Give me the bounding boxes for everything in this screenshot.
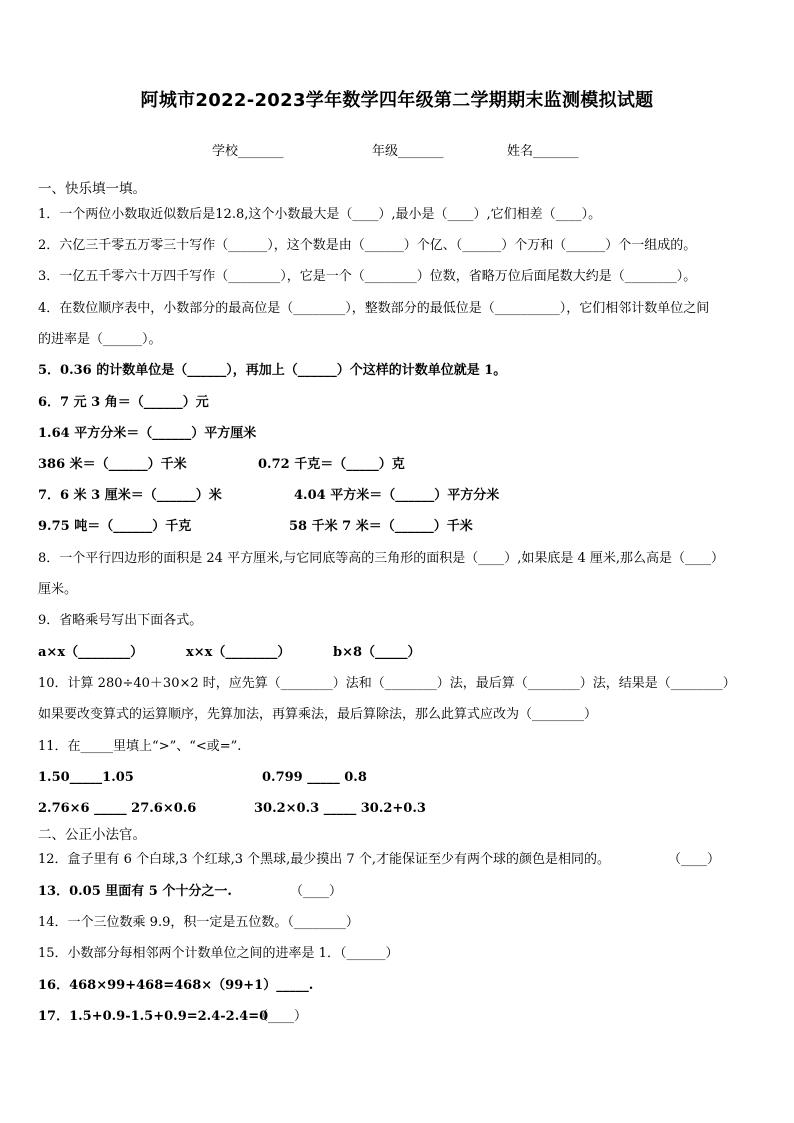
page-title: 阿城市2022-2023学年数学四年级第二学期期末监测模拟试题 [140, 90, 654, 111]
question-11: 11．在_____里填上“>”、“<或=”. [38, 739, 242, 754]
section-heading-judge: 二、公正小法官。 [38, 827, 146, 843]
question-8-line-1: 8．一个平行四边形的面积是 24 平方厘米,与它同底等高的三角形的面积是（____）,如果底是 4 厘米,那么高是（____） [38, 551, 725, 566]
question-15: 15．小数部分每相邻两个计数单位之间的进率是 1．（______） [38, 946, 399, 961]
question-11-c: 2.76×6 _____ 27.6×0.6 [38, 801, 197, 816]
question-10-line-1: 10．计算 280÷40＋30×2 时，应先算（________）法和（________）法，最后算（________）法，结果是（________） [38, 676, 736, 691]
question-4-line-1: 4．在数位顺序表中，小数部分的最高位是（________），整数部分的最低位是（__________），它们相邻计数单位之间 [38, 301, 710, 316]
question-7-d: 58 千米 7 米＝（______）千米 [289, 519, 473, 534]
question-6-a: 6．7 元 3 角＝（______）元 [38, 395, 209, 410]
question-4-line-2: 的进率是（______）。 [38, 332, 162, 347]
question-11-b: 0.799 _____ 0.8 [262, 770, 367, 785]
grade-field: 年级_______ [372, 144, 444, 159]
question-9-b: x×x（________） [186, 645, 291, 660]
question-7-a: 7．6 米 3 厘米＝（______）米 [38, 488, 222, 503]
question-12: 12．盒子里有 6 个白球,3 个红球,3 个黑球,最少摸出 7 个,才能保证至少有两个球的颜色是相同的。 [38, 852, 610, 867]
question-17: 17．1.5+0.9-1.5+0.9=2.4-2.4=0 [38, 1009, 269, 1024]
question-6-b: 1.64 平方分米＝（______）平方厘米 [38, 426, 257, 441]
question-7-b: 4.04 平方米＝（______）平方分米 [294, 488, 500, 503]
question-9: 9．省略乘号写出下面各式。 [38, 613, 203, 628]
question-10-line-2: 如果要改变算式的运算顺序，先算加法，再算乘法，最后算除法，那么此算式应改为（________） [38, 707, 598, 722]
section-heading-fill-in: 一、快乐填一填。 [38, 181, 146, 197]
question-8-line-2: 厘米。 [38, 582, 78, 597]
question-7-c: 9.75 吨＝（______）千克 [38, 519, 192, 534]
question-6-d: 0.72 千克＝（_____）克 [258, 457, 405, 472]
question-11-d: 30.2×0.3 _____ 30.2+0.3 [254, 801, 426, 816]
question-14: 14．一个三位数乘 9.9，积一定是五位数。（________） [38, 915, 359, 930]
question-1: 1．一个两位小数取近似数后是12.8,这个小数最大是（____）,最小是（____）,它们相差（____）。 [38, 207, 602, 222]
question-9-c: b×8（_____） [333, 645, 421, 660]
name-field: 姓名_______ [507, 144, 579, 159]
question-3: 3．一亿五千零六十万四千写作（________），它是一个（________）位数，省略万位后面尾数大约是（________）。 [38, 269, 697, 284]
question-12-blank: （____） [668, 852, 721, 867]
question-9-a: a×x（________） [38, 645, 144, 660]
question-5: 5．0.36 的计数单位是（______），再加上（______）个这样的计数单位就是 1。 [38, 363, 507, 378]
question-16: 16．468×99+468=468×（99+1）_____. [38, 978, 314, 993]
question-6-c: 386 米＝（______）千米 [38, 457, 187, 472]
question-11-a: 1.50_____1.05 [38, 770, 134, 785]
question-17-blank: （____） [255, 1009, 308, 1024]
question-2: 2．六亿三千零五万零三十写作（______），这个数是由（______）个亿、（______）个万和（______）个一组成的。 [38, 238, 697, 253]
question-13-blank: （____） [290, 884, 343, 899]
question-13: 13．0.05 里面有 5 个十分之一. [38, 884, 232, 899]
school-field: 学校_______ [212, 144, 284, 159]
